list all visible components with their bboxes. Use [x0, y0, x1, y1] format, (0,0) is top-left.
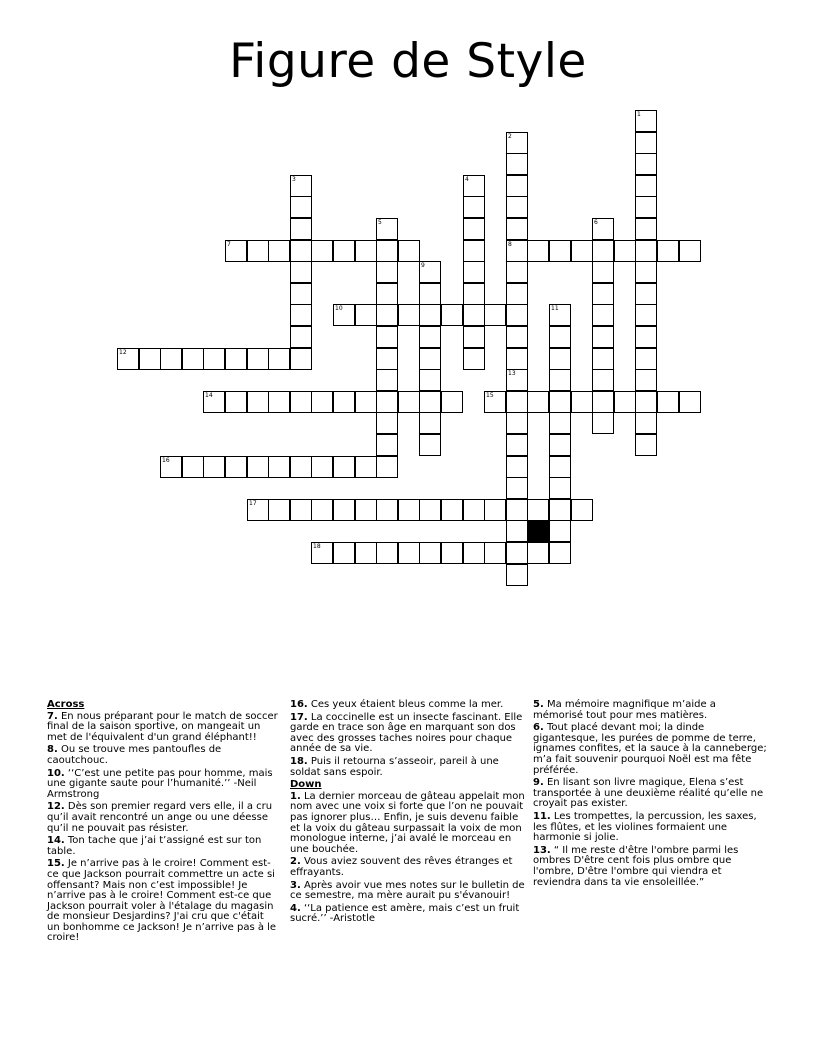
grid-cell[interactable] — [506, 175, 528, 197]
grid-cell[interactable] — [117, 348, 139, 370]
grid-cell[interactable] — [311, 391, 333, 413]
grid-cell[interactable] — [355, 456, 377, 478]
grid-cell[interactable] — [441, 391, 463, 413]
grid-cell[interactable] — [225, 391, 247, 413]
clue-number: 4 — [465, 176, 469, 183]
grid-cell[interactable] — [268, 240, 290, 262]
grid-cell[interactable] — [290, 283, 312, 305]
across-clue — [290, 757, 526, 778]
puzzle-title: Figure de Style — [229, 34, 587, 89]
clue-number: 12 — [119, 349, 127, 356]
grid-cell[interactable] — [419, 348, 441, 370]
clue-number-label: 6. — [533, 722, 544, 734]
grid-cell[interactable] — [182, 348, 204, 370]
grid-cell[interactable] — [549, 369, 571, 391]
clue-number: 18 — [313, 543, 321, 550]
clue-number: 6 — [594, 219, 598, 226]
grid-cell[interactable] — [635, 175, 657, 197]
grid-cell[interactable] — [355, 304, 377, 326]
grid-cell[interactable] — [549, 240, 571, 262]
clue-number: 10 — [335, 305, 343, 312]
clue-number-label: 7. — [47, 710, 58, 722]
grid-cell[interactable] — [506, 391, 528, 413]
grid-cell[interactable] — [549, 326, 571, 348]
across-clue — [47, 802, 279, 834]
grid-cell[interactable] — [679, 391, 701, 413]
grid-cell[interactable] — [592, 261, 614, 283]
grid-cell[interactable] — [419, 326, 441, 348]
grid-cell[interactable] — [592, 304, 614, 326]
clue-number-label: 16. — [290, 699, 308, 710]
clue-text: ‘‘La patience est amère, mais c’est un fruit sucré.’’ -Aristotle — [290, 902, 520, 925]
clue-number-label: 8. — [47, 744, 58, 756]
clue-text: Ma mémoire magnifique m’aide a mémorisé tout pour mes matières. — [533, 699, 716, 721]
down-clue — [533, 700, 769, 721]
clue-text: Ces yeux étaient bleus comme la mer. — [307, 699, 504, 710]
grid-cell[interactable] — [247, 240, 269, 262]
grid-cell[interactable] — [635, 240, 657, 262]
grid-cell[interactable] — [398, 240, 420, 262]
clue-number: 2 — [508, 133, 512, 140]
grid-cell[interactable] — [592, 348, 614, 370]
clue-number: 14 — [205, 392, 213, 399]
grid-cell[interactable] — [549, 304, 571, 326]
grid-cell[interactable] — [376, 456, 398, 478]
grid-cell[interactable] — [549, 477, 571, 499]
grid-cell[interactable] — [635, 153, 657, 175]
grid-cell[interactable] — [592, 369, 614, 391]
grid-cell[interactable] — [592, 326, 614, 348]
clue-number: 3 — [292, 176, 296, 183]
grid-cell[interactable] — [635, 132, 657, 154]
grid-cell[interactable] — [506, 283, 528, 305]
across-clue — [290, 713, 526, 755]
grid-cell[interactable] — [635, 412, 657, 434]
clue-text: Ton tache que j’ai t’assigné est sur ton table. — [47, 835, 262, 857]
grid-cell[interactable] — [484, 542, 506, 564]
grid-cell[interactable] — [376, 434, 398, 456]
grid-cell[interactable] — [657, 240, 679, 262]
grid-cell[interactable] — [376, 261, 398, 283]
grid-cell[interactable] — [419, 434, 441, 456]
down-clue — [533, 723, 769, 776]
grid-cell[interactable] — [592, 240, 614, 262]
clue-number-label: 9. — [533, 777, 544, 789]
grid-cell[interactable] — [311, 542, 333, 564]
grid-cell[interactable] — [506, 542, 528, 564]
grid-cell[interactable] — [419, 412, 441, 434]
grid-cell[interactable] — [398, 304, 420, 326]
clue-number-label: 10. — [47, 767, 65, 779]
grid-cell[interactable] — [549, 542, 571, 564]
clue-number-label: 14. — [47, 835, 65, 847]
grid-cell[interactable] — [463, 175, 485, 197]
clue-text: ‘‘C’est une petite pas pour homme, mais une gigante saute pour l’humanité.’’ -Neil Armstrong — [47, 767, 273, 800]
grid-cell[interactable] — [506, 153, 528, 175]
grid-cell[interactable] — [290, 218, 312, 240]
grid-cell[interactable] — [290, 261, 312, 283]
grid-cell[interactable] — [592, 283, 614, 305]
grid-cell[interactable] — [592, 218, 614, 240]
grid-cell[interactable] — [506, 520, 528, 542]
across-clue — [47, 745, 279, 766]
grid-cell[interactable] — [203, 391, 225, 413]
grid-cell[interactable] — [376, 348, 398, 370]
grid-cell[interactable] — [247, 499, 269, 521]
clue-number: 11 — [551, 305, 559, 312]
clue-number: 7 — [227, 241, 231, 248]
across-clue — [47, 769, 279, 801]
grid-cell[interactable] — [506, 434, 528, 456]
grid-cell[interactable] — [571, 499, 593, 521]
grid-cell[interactable] — [527, 542, 549, 564]
grid-cell[interactable] — [290, 175, 312, 197]
grid-cell[interactable] — [160, 348, 182, 370]
clue-text: La dernier morceau de gâteau appelait mon nom avec une voix si forte que l’on ne pouvait pas ignorer plus… Enfin, je suis devenu faible et la voix du gâteau surpassait la voix de mon monologue interne, j’ai avalé le morceau en une bouchée. — [290, 790, 525, 855]
grid-cell[interactable] — [355, 391, 377, 413]
grid-cell[interactable] — [527, 499, 549, 521]
grid-cell[interactable] — [182, 456, 204, 478]
clue-number: 17 — [249, 500, 257, 507]
grid-cell[interactable] — [463, 304, 485, 326]
grid-cell[interactable] — [463, 348, 485, 370]
grid-cell[interactable] — [355, 542, 377, 564]
grid-cell[interactable] — [592, 412, 614, 434]
clue-text: Dès son premier regard vers elle, il a cru qu’il avait rencontré un ange ou une déesse qu’il ne pouvait pas résister. — [47, 801, 273, 834]
grid-cell[interactable] — [355, 240, 377, 262]
grid-cell[interactable] — [506, 369, 528, 391]
grid-cell[interactable] — [549, 499, 571, 521]
grid-cell[interactable] — [527, 391, 549, 413]
grid-cell[interactable] — [549, 520, 571, 542]
grid-cell[interactable] — [463, 196, 485, 218]
grid-cell[interactable] — [506, 348, 528, 370]
grid-cell[interactable] — [635, 326, 657, 348]
grid-cell[interactable] — [441, 499, 463, 521]
clue-text: Tout placé devant moi; la dinde gigantesque, les purées de pomme de terre, ignames confites, et la sauce à la canneberge; m’a fait souvenir pourquoi Noël est ma fête préférée. — [533, 722, 767, 776]
clue-text: Après avoir vue mes notes sur le bulletin de ce semestre, ma mère aurait pu s'évanouir! — [290, 879, 525, 902]
grid-cell[interactable] — [549, 434, 571, 456]
grid-cell[interactable] — [506, 240, 528, 262]
clue-number: 13 — [508, 370, 516, 377]
grid-cell[interactable] — [527, 240, 549, 262]
down-clue — [533, 812, 769, 844]
clue-number-label: 3. — [290, 879, 301, 891]
down-heading: Down — [290, 779, 322, 791]
clue-number: 8 — [508, 241, 512, 248]
grid-cell[interactable] — [419, 283, 441, 305]
clue-number-label: 11. — [533, 810, 551, 822]
grid-cell[interactable] — [506, 499, 528, 521]
grid-cell[interactable] — [376, 326, 398, 348]
clue-number-label: 2. — [290, 856, 301, 868]
grid-cell[interactable] — [571, 391, 593, 413]
grid-cell[interactable] — [506, 304, 528, 326]
grid-cell[interactable] — [419, 261, 441, 283]
down-clue — [533, 778, 769, 810]
clue-number-label: 4. — [290, 902, 301, 914]
grid-cell[interactable] — [484, 499, 506, 521]
grid-cell[interactable] — [635, 283, 657, 305]
clue-number-label: 12. — [47, 801, 65, 813]
grid-cell[interactable] — [376, 304, 398, 326]
clue-column-1 — [47, 700, 279, 946]
across-heading: Across — [47, 699, 85, 710]
clue-column-3 — [533, 700, 769, 890]
grid-cell[interactable] — [635, 391, 657, 413]
clue-number-label: 17. — [290, 711, 308, 723]
grid-cell[interactable] — [398, 391, 420, 413]
grid-cell[interactable] — [463, 283, 485, 305]
clue-number: 1 — [637, 111, 641, 118]
grid-cell[interactable] — [376, 499, 398, 521]
clue-number-label: 13. — [533, 844, 551, 856]
grid-cell[interactable] — [203, 348, 225, 370]
grid-cell[interactable] — [398, 542, 420, 564]
grid-cell[interactable] — [592, 391, 614, 413]
grid-cell[interactable] — [268, 348, 290, 370]
grid-cell[interactable] — [463, 240, 485, 262]
grid-cell[interactable] — [139, 348, 161, 370]
grid-cell[interactable] — [614, 391, 636, 413]
grid-cell[interactable] — [333, 240, 355, 262]
grid-cell[interactable] — [506, 412, 528, 434]
grid-cell[interactable] — [376, 542, 398, 564]
grid-cell[interactable] — [376, 391, 398, 413]
grid-cell[interactable] — [506, 196, 528, 218]
grid-cell[interactable] — [463, 542, 485, 564]
grid-cell[interactable] — [549, 456, 571, 478]
grid-cell[interactable] — [290, 196, 312, 218]
across-clue — [47, 859, 279, 944]
black-cell — [527, 520, 549, 542]
grid-cell[interactable] — [635, 348, 657, 370]
grid-cell[interactable] — [376, 283, 398, 305]
grid-cell[interactable] — [419, 369, 441, 391]
grid-cell[interactable] — [614, 240, 636, 262]
grid-cell[interactable] — [549, 348, 571, 370]
grid-cell[interactable] — [311, 499, 333, 521]
clue-number-label: 5. — [533, 699, 544, 710]
grid-cell[interactable] — [333, 456, 355, 478]
clue-text: Vous aviez souvent des rêves étranges et effrayants. — [290, 856, 513, 878]
grid-cell[interactable] — [441, 304, 463, 326]
grid-cell[interactable] — [635, 196, 657, 218]
grid-cell[interactable] — [225, 348, 247, 370]
grid-cell[interactable] — [441, 542, 463, 564]
grid-cell[interactable] — [376, 218, 398, 240]
clue-text: En nous préparant pour le match de soccer final de la saison sportive, on mangeait un met de l'équivalent d'un grand éléphant!! — [47, 710, 278, 743]
grid-cell[interactable] — [333, 499, 355, 521]
grid-cell[interactable] — [657, 391, 679, 413]
clue-text: Ou se trouve mes pantoufles de caoutchouc. — [47, 744, 222, 766]
clue-number: 16 — [162, 457, 170, 464]
across-clue — [290, 700, 526, 711]
clue-number: 9 — [421, 262, 425, 269]
grid-cell[interactable] — [225, 456, 247, 478]
clue-column-2 — [290, 700, 526, 927]
grid-cell[interactable] — [506, 261, 528, 283]
grid-cell[interactable] — [635, 434, 657, 456]
grid-cell[interactable] — [333, 542, 355, 564]
grid-cell[interactable] — [506, 132, 528, 154]
grid-cell[interactable] — [398, 499, 420, 521]
grid-cell[interactable] — [376, 412, 398, 434]
grid-cell[interactable] — [419, 542, 441, 564]
down-clue — [290, 857, 526, 878]
grid-cell[interactable] — [376, 240, 398, 262]
grid-cell[interactable] — [506, 218, 528, 240]
grid-cell[interactable] — [484, 304, 506, 326]
grid-cell[interactable] — [463, 499, 485, 521]
down-clue — [290, 792, 526, 856]
down-clue — [533, 846, 769, 888]
grid-cell[interactable] — [635, 110, 657, 132]
clue-number-label: 15. — [47, 858, 65, 870]
grid-cell[interactable] — [290, 304, 312, 326]
grid-cell[interactable] — [506, 456, 528, 478]
down-clue — [290, 881, 526, 902]
grid-cell[interactable] — [679, 240, 701, 262]
across-clue — [47, 836, 279, 857]
grid-cell[interactable] — [268, 456, 290, 478]
grid-cell[interactable] — [203, 456, 225, 478]
grid-cell[interactable] — [333, 304, 355, 326]
clue-text: La coccinelle est un insecte fascinant. Elle garde en trace son âge en marquant son dos avec des grosses taches noires pour chaque année de sa vie. — [290, 711, 523, 755]
clue-number: 15 — [486, 392, 494, 399]
grid-cell[interactable] — [268, 499, 290, 521]
clue-text: En lisant son livre magique, Elena s’est transportée à une deuxième réalité qu’elle ne croyait pas exister. — [533, 777, 764, 810]
grid-cell[interactable] — [419, 499, 441, 521]
clue-text: Les trompettes, la percussion, les saxes, les flûtes, et les violines formaient une harmonie si jolie. — [533, 810, 757, 844]
grid-cell[interactable] — [311, 240, 333, 262]
grid-cell[interactable] — [160, 456, 182, 478]
grid-cell[interactable] — [571, 240, 593, 262]
grid-cell[interactable] — [268, 391, 290, 413]
grid-cell[interactable] — [290, 240, 312, 262]
grid-cell[interactable] — [419, 391, 441, 413]
grid-cell[interactable] — [225, 240, 247, 262]
grid-cell[interactable] — [290, 456, 312, 478]
grid-cell[interactable] — [549, 391, 571, 413]
grid-cell[interactable] — [290, 326, 312, 348]
grid-cell[interactable] — [419, 304, 441, 326]
clue-number: 5 — [378, 219, 382, 226]
grid-cell[interactable] — [463, 261, 485, 283]
down-clue — [290, 904, 526, 925]
grid-cell[interactable] — [333, 391, 355, 413]
grid-cell[interactable] — [376, 369, 398, 391]
grid-cell[interactable] — [549, 412, 571, 434]
grid-cell[interactable] — [247, 391, 269, 413]
clue-text: Puis il retourna s’asseoir, pareil à une soldat sans espoir. — [290, 755, 499, 778]
grid-cell[interactable] — [290, 499, 312, 521]
clue-text: Je n’arrive pas à le croire! Comment est-ce que Jackson pourrait commettre un acte si offensant? Mais non c’est impossible! Je n’arrive pas à le croire! Comment est-ce que Jackson pourrait voler à l'étalage du magasin de monsieur Desjardins? J'ai cru que c'était un bonhomme ce Jackson! Je n’arrive pas à le croire! — [47, 858, 277, 944]
grid-cell[interactable] — [247, 456, 269, 478]
clue-number-label: 18. — [290, 755, 308, 767]
grid-cell[interactable] — [311, 456, 333, 478]
grid-cell[interactable] — [635, 218, 657, 240]
grid-cell[interactable] — [463, 326, 485, 348]
grid-cell[interactable] — [463, 218, 485, 240]
grid-cell[interactable] — [355, 499, 377, 521]
across-clue — [47, 712, 279, 744]
grid-cell[interactable] — [506, 477, 528, 499]
grid-cell[interactable] — [635, 369, 657, 391]
grid-cell[interactable] — [290, 391, 312, 413]
grid-cell[interactable] — [635, 261, 657, 283]
clue-number-label: 1. — [290, 790, 301, 802]
grid-cell[interactable] — [635, 304, 657, 326]
grid-cell[interactable] — [290, 348, 312, 370]
grid-cell[interactable] — [247, 348, 269, 370]
grid-cell[interactable] — [506, 564, 528, 586]
grid-cell[interactable] — [484, 391, 506, 413]
clue-text: “ Il me reste d'être l'ombre parmi les ombres D'être cent fois plus ombre que l'ombre, D'être l'ombre qui viendra et reviendra dans ta vie ensoleillée.” — [533, 844, 739, 888]
grid-cell[interactable] — [506, 326, 528, 348]
